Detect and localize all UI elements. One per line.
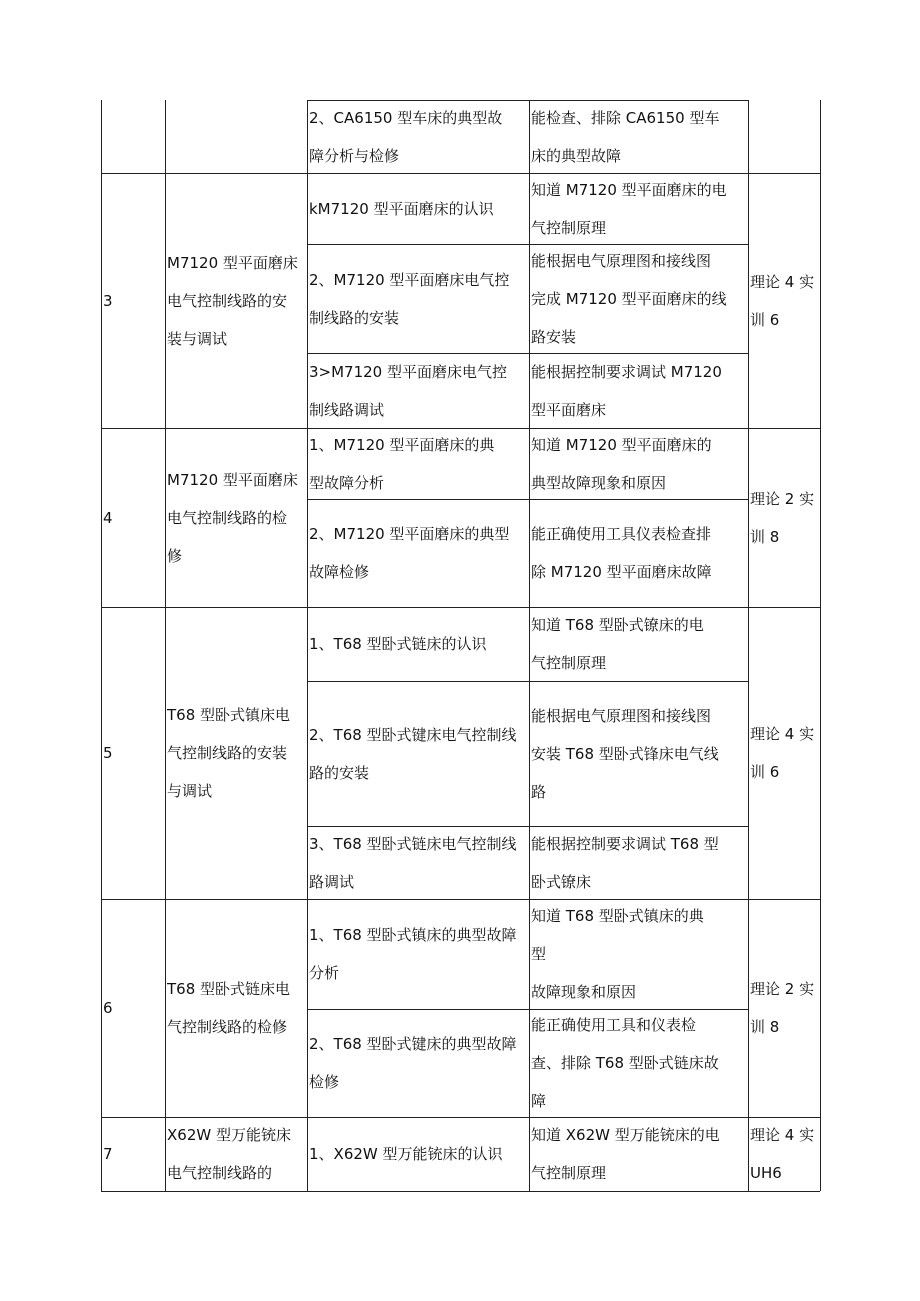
hours-text: 训 6: [750, 310, 780, 329]
task-content: 分析: [309, 964, 340, 982]
task-content: 3、T68 型卧式链床电气控制线: [309, 834, 517, 853]
project-name: T68 型卧式镇床电: [167, 706, 291, 724]
project-name: 装与调试: [167, 329, 228, 348]
task-content: 2、CA6150 型车床的典型故: [309, 108, 503, 127]
task-goal: 障: [531, 1092, 547, 1110]
task-content: 2、M7120 型平面磨床的典型: [309, 525, 510, 543]
task-goal: 知道 T68 型卧式镇床的典: [531, 907, 704, 925]
task-goal: 知道 T68 型卧式镣床的电: [531, 616, 704, 634]
row-number: 6: [103, 999, 113, 1017]
task-goal: 知道 M7120 型平面磨床的电: [531, 180, 727, 199]
task-goal: 能正确使用工具仪表检查排: [531, 525, 712, 543]
project-name: 与调试: [167, 782, 213, 800]
task-goal: 查、排除 T68 型卧式链床故: [531, 1054, 719, 1072]
task-goal: 卧式镣床: [531, 872, 592, 891]
column-divider: [748, 428, 749, 607]
column-divider: [529, 1117, 530, 1191]
row-number: 3: [103, 291, 113, 310]
task-goal: 能根据控制要求调试 T68 型: [531, 834, 719, 853]
column-divider: [529, 428, 530, 607]
project-name: 电气控制线路的检: [167, 508, 288, 527]
task-goal: 气控制原理: [531, 218, 607, 237]
hours-text: 理论 2 实: [750, 489, 815, 508]
hours-text: 理论 2 实: [750, 980, 815, 998]
task-content: 路的安装: [309, 763, 370, 782]
row-number: 4: [103, 508, 113, 527]
task-goal: 气控制原理: [531, 1164, 607, 1182]
task-content: 1、T68 型卧式链床的认识: [309, 635, 487, 653]
column-divider: [307, 173, 308, 428]
project-name: M7120 型平面磨床: [167, 470, 298, 489]
task-content: 检修: [309, 1073, 340, 1091]
task-content: 制线路调试: [309, 400, 385, 419]
column-divider: [529, 899, 530, 1117]
task-content: 2、T68 型卧式键床的典型故障: [309, 1035, 517, 1053]
hours-text: 训 6: [750, 763, 780, 781]
table-border-right: [820, 100, 821, 1191]
task-content: 故障检修: [309, 563, 370, 581]
column-divider: [748, 100, 749, 173]
task-content: 制线路的安装: [309, 308, 400, 327]
task-goal: 能根据电气原理图和接线图: [531, 251, 712, 270]
task-content: 障分析与检修: [309, 146, 400, 165]
column-divider: [307, 899, 308, 1117]
task-goal: 典型故障现象和原因: [531, 473, 667, 492]
project-name: 修: [167, 546, 183, 565]
task-goal: 能正确使用工具和仪表检: [531, 1016, 697, 1034]
project-name: 气控制线路的安装: [167, 744, 288, 762]
task-goal: 路: [531, 782, 547, 801]
task-goal: 知道 M7120 型平面磨床的: [531, 435, 712, 454]
column-divider: [748, 1117, 749, 1191]
project-name: 电气控制线路的安: [167, 291, 288, 310]
column-divider: [748, 607, 749, 899]
table-border-left: [101, 100, 102, 1191]
project-name: M7120 型平面磨床: [167, 253, 298, 272]
table-border-bottom: [101, 1191, 820, 1192]
column-divider: [529, 173, 530, 428]
column-divider: [748, 173, 749, 428]
task-goal: 床的典型故障: [531, 146, 622, 165]
task-goal: 能根据电气原理图和接线图: [531, 706, 712, 725]
row-number: 5: [103, 744, 113, 762]
task-goal: 型平面磨床: [531, 400, 607, 419]
column-divider: [165, 100, 166, 1191]
row-divider: [101, 899, 820, 900]
hours-text: 理论 4 实: [750, 725, 815, 743]
task-goal: 知道 X62W 型万能铳床的电: [531, 1126, 720, 1144]
task-goal: 故障现象和原因: [531, 983, 637, 1001]
project-name: 气控制线路的检修: [167, 1018, 288, 1036]
project-name: X62W 型万能铳床: [167, 1126, 291, 1144]
task-goal: 完成 M7120 型平面磨床的线: [531, 289, 727, 308]
task-content: 3>M7120 型平面磨床电气控: [309, 362, 507, 381]
task-goal: 气控制原理: [531, 654, 607, 672]
hours-text: 训 8: [750, 527, 780, 546]
hours-text: 理论 4 实: [750, 1126, 815, 1144]
task-content: 2、M7120 型平面磨床电气控: [309, 270, 510, 289]
row-divider: [101, 607, 820, 608]
hours-text: UH6: [750, 1164, 782, 1182]
task-content: 路调试: [309, 872, 355, 891]
task-goal: 能根据控制要求调试 M7120: [531, 362, 722, 381]
task-goal: 型: [531, 945, 547, 963]
task-goal: 路安装: [531, 327, 577, 346]
row-number: 7: [103, 1145, 113, 1163]
task-content: 1、X62W 型万能铳床的认识: [309, 1145, 503, 1163]
task-content: kM7120 型平面磨床的认识: [309, 199, 494, 218]
column-divider: [529, 607, 530, 899]
column-divider: [529, 100, 530, 173]
project-name: 电气控制线路的: [167, 1164, 273, 1182]
cell-divider: [307, 681, 748, 682]
task-content: 型故障分析: [309, 473, 385, 492]
task-content: 1、M7120 型平面磨床的典: [309, 435, 495, 454]
column-divider: [307, 1117, 308, 1191]
project-name: T68 型卧式链床电: [167, 980, 291, 998]
task-goal: 安装 T68 型卧式锋床电气线: [531, 744, 719, 763]
column-divider: [748, 899, 749, 1117]
column-divider: [307, 428, 308, 607]
hours-text: 理论 4 实: [750, 272, 815, 291]
task-content: 2、T68 型卧式键床电气控制线: [309, 725, 517, 744]
task-goal: 能检查、排除 CA6150 型车: [531, 108, 720, 127]
task-content: 1、T68 型卧式镇床的典型故障: [309, 926, 517, 944]
column-divider: [307, 100, 308, 173]
hours-text: 训 8: [750, 1018, 780, 1036]
task-goal: 除 M7120 型平面磨床故障: [531, 563, 712, 581]
column-divider: [307, 607, 308, 899]
